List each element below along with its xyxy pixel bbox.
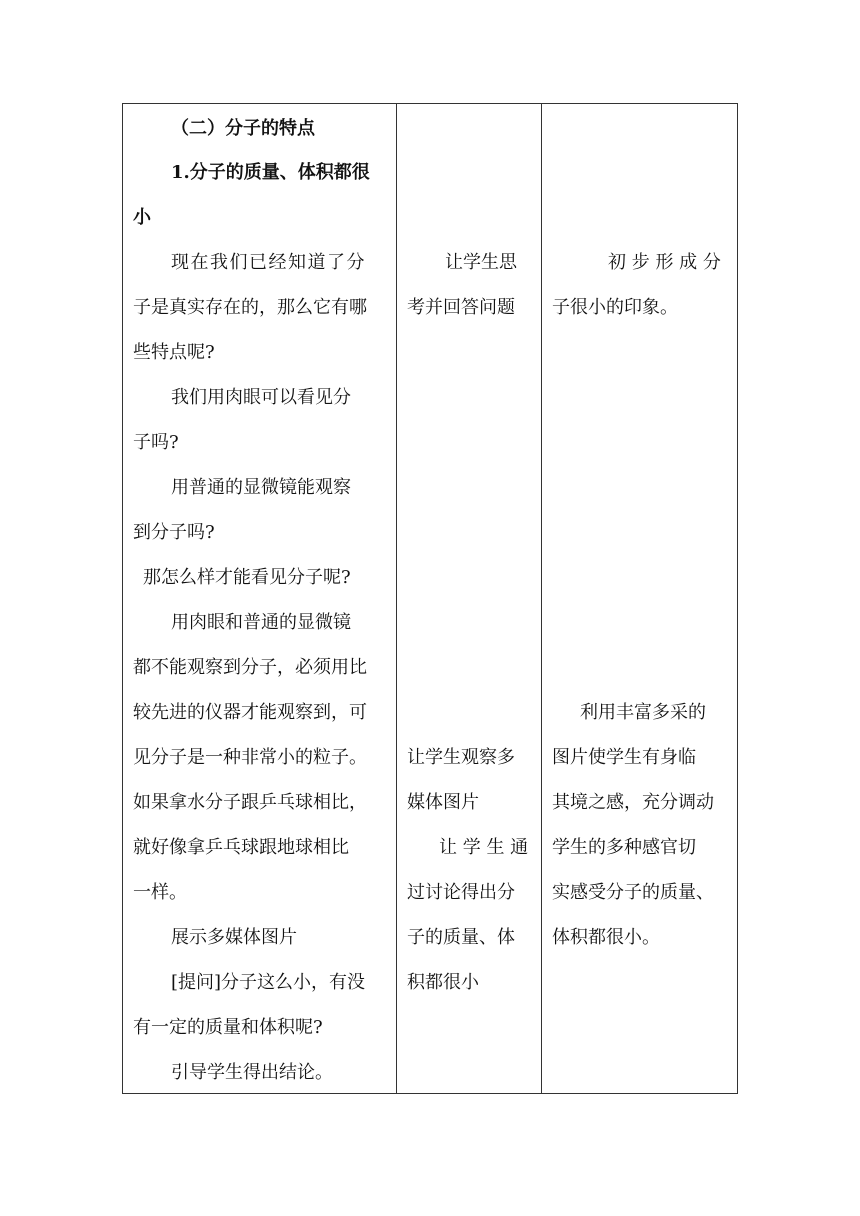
design-intent-column [542,104,737,1093]
teacher-text-line: 如果拿水分子跟乒乓球相比， [133,792,367,813]
intent-text-line: 图片使学生有身临 [552,747,696,768]
student-activity-column [397,104,542,1093]
teacher-text-line: 子吗? [133,432,179,453]
teacher-text-line: 展示多媒体图片 [171,927,297,948]
intent-text-line: 体积都很小。 [552,927,660,948]
lesson-table [122,103,738,1094]
teacher-activity-column [123,104,397,1093]
student-text-line: 让 学 生 通 [439,837,529,858]
teacher-text-line: 都不能观察到分子，必须用比 [133,657,367,678]
student-text-line: 过讨论得出分 [407,882,515,903]
student-text-line: 让学生观察多 [407,747,515,768]
teacher-text-line: 见分子是一种非常小的粒子。 [133,747,367,768]
intent-text-line: 其境之感，充分调动 [552,792,714,813]
teacher-text-line: 用肉眼和普通的显微镜 [171,612,351,633]
student-text-line: 让学生思 [445,252,517,273]
teacher-text-line: 较先进的仪器才能观察到，可 [133,702,367,723]
teacher-text-line: 一样。 [133,882,187,903]
teacher-text-line: 到分子吗? [133,522,215,543]
teacher-text-line: 那怎么样才能看见分子呢? [143,567,351,588]
teacher-text-line: [提问]分子这么小，有没 [171,972,366,993]
teacher-text-line: 子是真实存在的，那么它有哪 [133,297,367,318]
teacher-text-line: 就好像拿乒乓球跟地球相比 [133,837,349,858]
intent-text-line: 学生的多种感官切 [552,837,696,858]
teacher-text-line: 现在我们已经知道了分 [171,252,366,273]
teacher-text-line: 我们用肉眼可以看见分 [171,387,351,408]
student-text-line: 考并回答问题 [407,297,515,318]
intent-text-line: 子很小的印象。 [552,297,678,318]
student-text-line: 积都很小 [407,972,479,993]
section-heading: （二）分子的特点 [171,118,315,139]
intent-text-line: 实感受分子的质量、 [552,882,714,903]
teacher-text-line: 引导学生得出结论。 [171,1062,333,1083]
teacher-text-line: 用普通的显微镜能观察 [171,477,351,498]
subsection-heading: 1.分子的质量、体积都很 [171,162,370,183]
subsection-heading-cont: 小 [133,207,151,228]
teacher-text-line: 有一定的质量和体积呢? [133,1017,323,1038]
student-text-line: 子的质量、体 [407,927,515,948]
intent-text-line: 利用丰富多采的 [580,702,706,723]
teacher-text-line: 些特点呢? [133,342,215,363]
intent-text-line: 初 步 形 成 分 [608,252,721,273]
student-text-line: 媒体图片 [407,792,479,813]
